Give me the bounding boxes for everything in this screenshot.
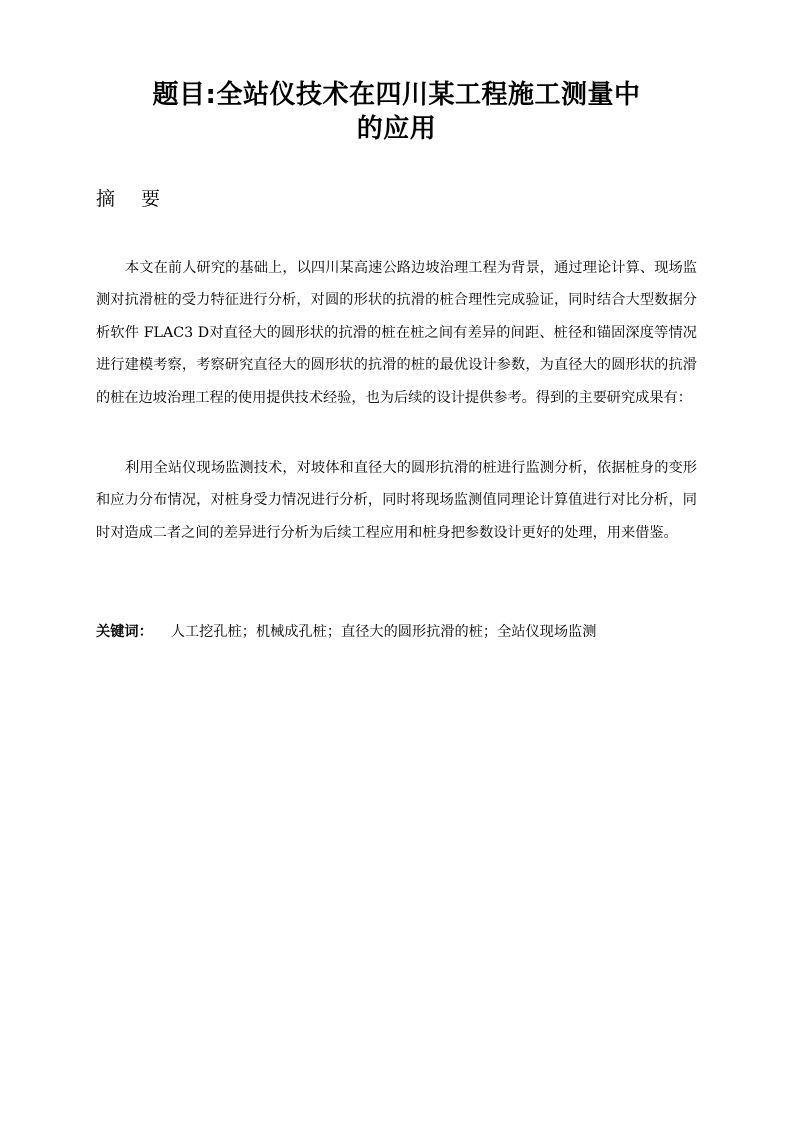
keywords-label: 关键词：: [96, 624, 153, 640]
keywords-line: [96, 620, 716, 644]
title-line-2: 的应用: [356, 114, 437, 144]
abstract-heading: [96, 186, 160, 212]
abstract-heading-char-1: 摘: [96, 188, 116, 210]
abstract-paragraph-2: 利用全站仪现场监测技术，对坡体和直径大的圆形抗滑的桩进行监测分析，依据桩身的变形和应力分布情况，对桩身受力情况进行分析，同时将现场监测值同理论计算值进行对比分析，同时对造成二者之间的差异进行分析为后续工程应用和桩身把参数设计更好的处理，用来借鉴。: [96, 460, 697, 541]
abstract-paragraph-1: 本文在前人研究的基础上，以四川某高速公路边坡治理工程为背景，通过理论计算、现场监测对抗滑桩的受力特征进行分析，对圆的形状的抗滑的桩合理性完成验证，同时结合大型数据分析软件 FLAC3 D对直径大的圆形状的抗滑的桩在桩之间有差异的间距、桩径和锚固深度等情况进行建模考察，考察研究直径大的圆形状的抗滑的桩的最优设计参数，为直径大的圆形状的抗滑的桩在边坡治理工程的使用提供技术经验，也为后续的设计提供参考。得到的主要研究成果有：: [96, 260, 697, 406]
title-line-1: 题目:全站仪技术在四川某工程施工测量中: [152, 80, 641, 110]
keywords-text: 人工挖孔桩；机械成孔桩；直径大的圆形抗滑的桩；全站仪现场监测: [170, 624, 597, 640]
document-title: [96, 78, 697, 146]
abstract-heading-char-2: 要: [141, 188, 161, 210]
